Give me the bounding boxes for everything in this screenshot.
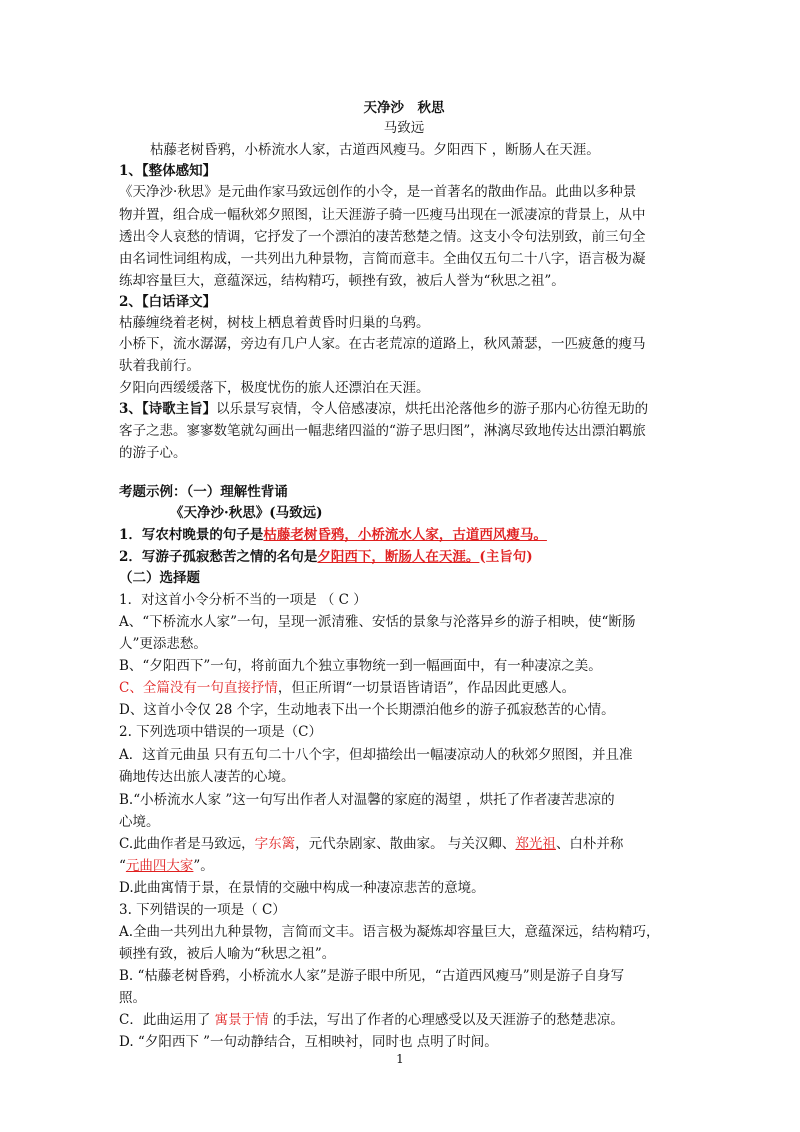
mc2-c-highlight: 字东篱 <box>254 836 296 852</box>
poem-text: 枯藤老树昏鸦，小桥流水人家，古道西风瘦马。夕阳西下 ，断肠人在天涯。 <box>150 142 600 158</box>
q2-answer: 夕阳西下，断肠人在天涯。 <box>317 549 480 565</box>
section-2-line: 小桥下，流水潺潺，旁边有几户人家。在古老荒凉的道路上，秋风萧瑟，一匹疲惫的瘦马 <box>119 336 646 352</box>
mc2-c2-highlight: 元曲四大家 <box>125 858 194 874</box>
exam-heading: 考题示例：（一）理解性背诵 <box>119 484 288 500</box>
section-2-line: 驮着我前行。 <box>119 358 200 374</box>
recite-question-2 <box>119 547 689 567</box>
section-1-line: 透出令人哀愁的情调，它抒发了一个漂泊的凄苦愁楚之情。这支小令句法别致，前三句全 <box>119 229 646 245</box>
mc3-c-highlight: 寓景于情 <box>214 1012 269 1028</box>
mc2-line: 心境。 <box>119 814 160 830</box>
mc2-c2-text: “ <box>119 858 126 874</box>
section-1-heading: 1、【整体感知】 <box>119 163 217 179</box>
mc2-line: 确地传达出旅人凄苦的心境。 <box>119 769 295 785</box>
mc2-c-highlight: 郑光祖 <box>515 836 556 852</box>
page-number: 1 <box>396 1052 404 1066</box>
mc2-line: A．这首元曲虽 只有五句二十八个字，但却描绘出一幅凄凉动人的秋郊夕照图，并且准 <box>119 747 633 763</box>
section-1-line: 练却容量巨大，意蕴深远，结构精巧，顿挫有致，被后人誉为“秋思之祖”。 <box>119 273 565 289</box>
section-3-line: 客子之悲。寥寥数笔就勾画出一幅悲绪四溢的“游子思归图”，淋漓尽致地传达出漂泊羁旅 <box>119 423 646 439</box>
q1-answer: 枯藤老树昏鸦，小桥流水人家，古道西风瘦马。 <box>263 527 547 543</box>
mc1-line: A、“下桥流水人家”一句，呈现一派清雅、安恬的景象与沦落异乡的游子相映，使“断肠 <box>119 614 636 630</box>
section-2-heading: 2、【白话译文】 <box>119 294 217 310</box>
section-1-line: 物并置，组合成一幅秋郊夕照图，让天涯游子骑一匹瘦马出现在一派凄凉的背景上，从中 <box>119 207 646 223</box>
section-3-text: 以乐景写哀情，令人倍感凄凉，烘托出沦落他乡的游子那内心彷徨无助的 <box>216 401 649 417</box>
poem-title: 天净沙 秋思 <box>363 100 445 116</box>
mc2-c2-text: ”。 <box>193 858 214 874</box>
mc2-c-text: ，元代杂剧家、散曲家。 与关汉卿、 <box>295 836 516 852</box>
mc3-c-text: C．此曲运用了 <box>119 1012 215 1028</box>
mc1-c-rest: ，但正所谓“一切景语皆请语”，作品因此更感人。 <box>277 680 576 696</box>
mc2-option-c <box>119 834 689 854</box>
mc1-option-d: D、这首小令仅 28 个字，生动地表下出一个长期漂泊他乡的游子孤寂愁苦的心情。 <box>119 702 615 718</box>
mc2-option-d: D.此曲寓情于景，在景情的交融中构成一种凄凉悲苦的意境。 <box>119 880 485 896</box>
mc1-option-c <box>119 678 689 698</box>
section-1-line: 《天净沙·秋思》是元曲作家马致远创作的小令，是一首著名的散曲作品。此曲以多种景 <box>119 184 637 200</box>
mc1-line: 1．对这首小令分析不当的一项是 （ C ） <box>119 592 367 608</box>
mc3-line: 照。 <box>119 990 146 1006</box>
choice-heading: （二）选择题 <box>119 570 200 586</box>
recite-question-1 <box>119 525 689 545</box>
mc3-line: A.全曲一共列出九种景物，言简而文丰。语言极为凝炼却容量巨大，意蕴深远，结构精巧， <box>119 924 660 940</box>
section-3-heading: 3、【诗歌主旨】 <box>119 401 217 417</box>
poem-author: 马致远 <box>383 120 425 136</box>
mc2-line: B.“小桥流水人家 ”这一句写出作者人对温馨的家庭的渴望 ，烘托了作者凄苦悲凉的 <box>119 792 615 808</box>
mc2-c-text: 、白朴并称 <box>555 836 624 852</box>
mc3-line: 顿挫有致，被后人喻为“秋思之祖”。 <box>119 946 336 962</box>
q2-note: (主旨句) <box>479 549 533 565</box>
mc2-option-c-cont <box>119 856 689 876</box>
mc3-option-d: D. “夕阳西下 ”一句动静结合，互相映衬，同时也 点明了时间。 <box>119 1034 498 1050</box>
mc2-line: 2. 下列选项中错误的一项是（C） <box>119 724 323 740</box>
section-2-line: 枯藤缠绕着老树，树枝上栖息着黄昏时归巢的乌鸦。 <box>119 315 430 331</box>
mc3-c-text: 的手法，写出了作者的心理感受以及天涯游子的愁楚悲凉。 <box>268 1012 624 1028</box>
section-1-line: 由名词性词组构成，一共列出九种景物，言简而意丰。全曲仅五句二十八字，语言极为凝 <box>119 251 646 267</box>
section-3-line: 的游子心。 <box>119 445 187 461</box>
mc3-line: B. “枯藤老树昏鸦，小桥流水人家”是游子眼中所见，“古道西风瘦马”则是游子自身写 <box>119 968 625 984</box>
section-3-line-1 <box>119 399 689 419</box>
mc3-option-c <box>119 1010 689 1030</box>
mc1-c-highlight: C、全篇没有一句直接抒情 <box>119 680 278 696</box>
mc1-line: B、“夕阳西下”一句，将前面九个独立事物统一到一幅画面中，有一种凄凉之美。 <box>119 658 602 674</box>
mc3-line: 3. 下列错误的一项是（ C） <box>119 902 286 918</box>
exam-subheading: 《天净沙·秋思》(马致远) <box>170 505 323 521</box>
q2-prefix: 2．写游子孤寂愁苦之情的名句是 <box>119 549 318 565</box>
mc2-c-text: C.此曲作者是马致远， <box>119 836 255 852</box>
q1-prefix: 1．写农村晚景的句子是 <box>119 527 264 543</box>
mc1-line: 人”更添悲愁。 <box>119 636 207 652</box>
section-2-line: 夕阳向西缓缓落下，极度忧伤的旅人还漂泊在天涯。 <box>119 380 430 396</box>
